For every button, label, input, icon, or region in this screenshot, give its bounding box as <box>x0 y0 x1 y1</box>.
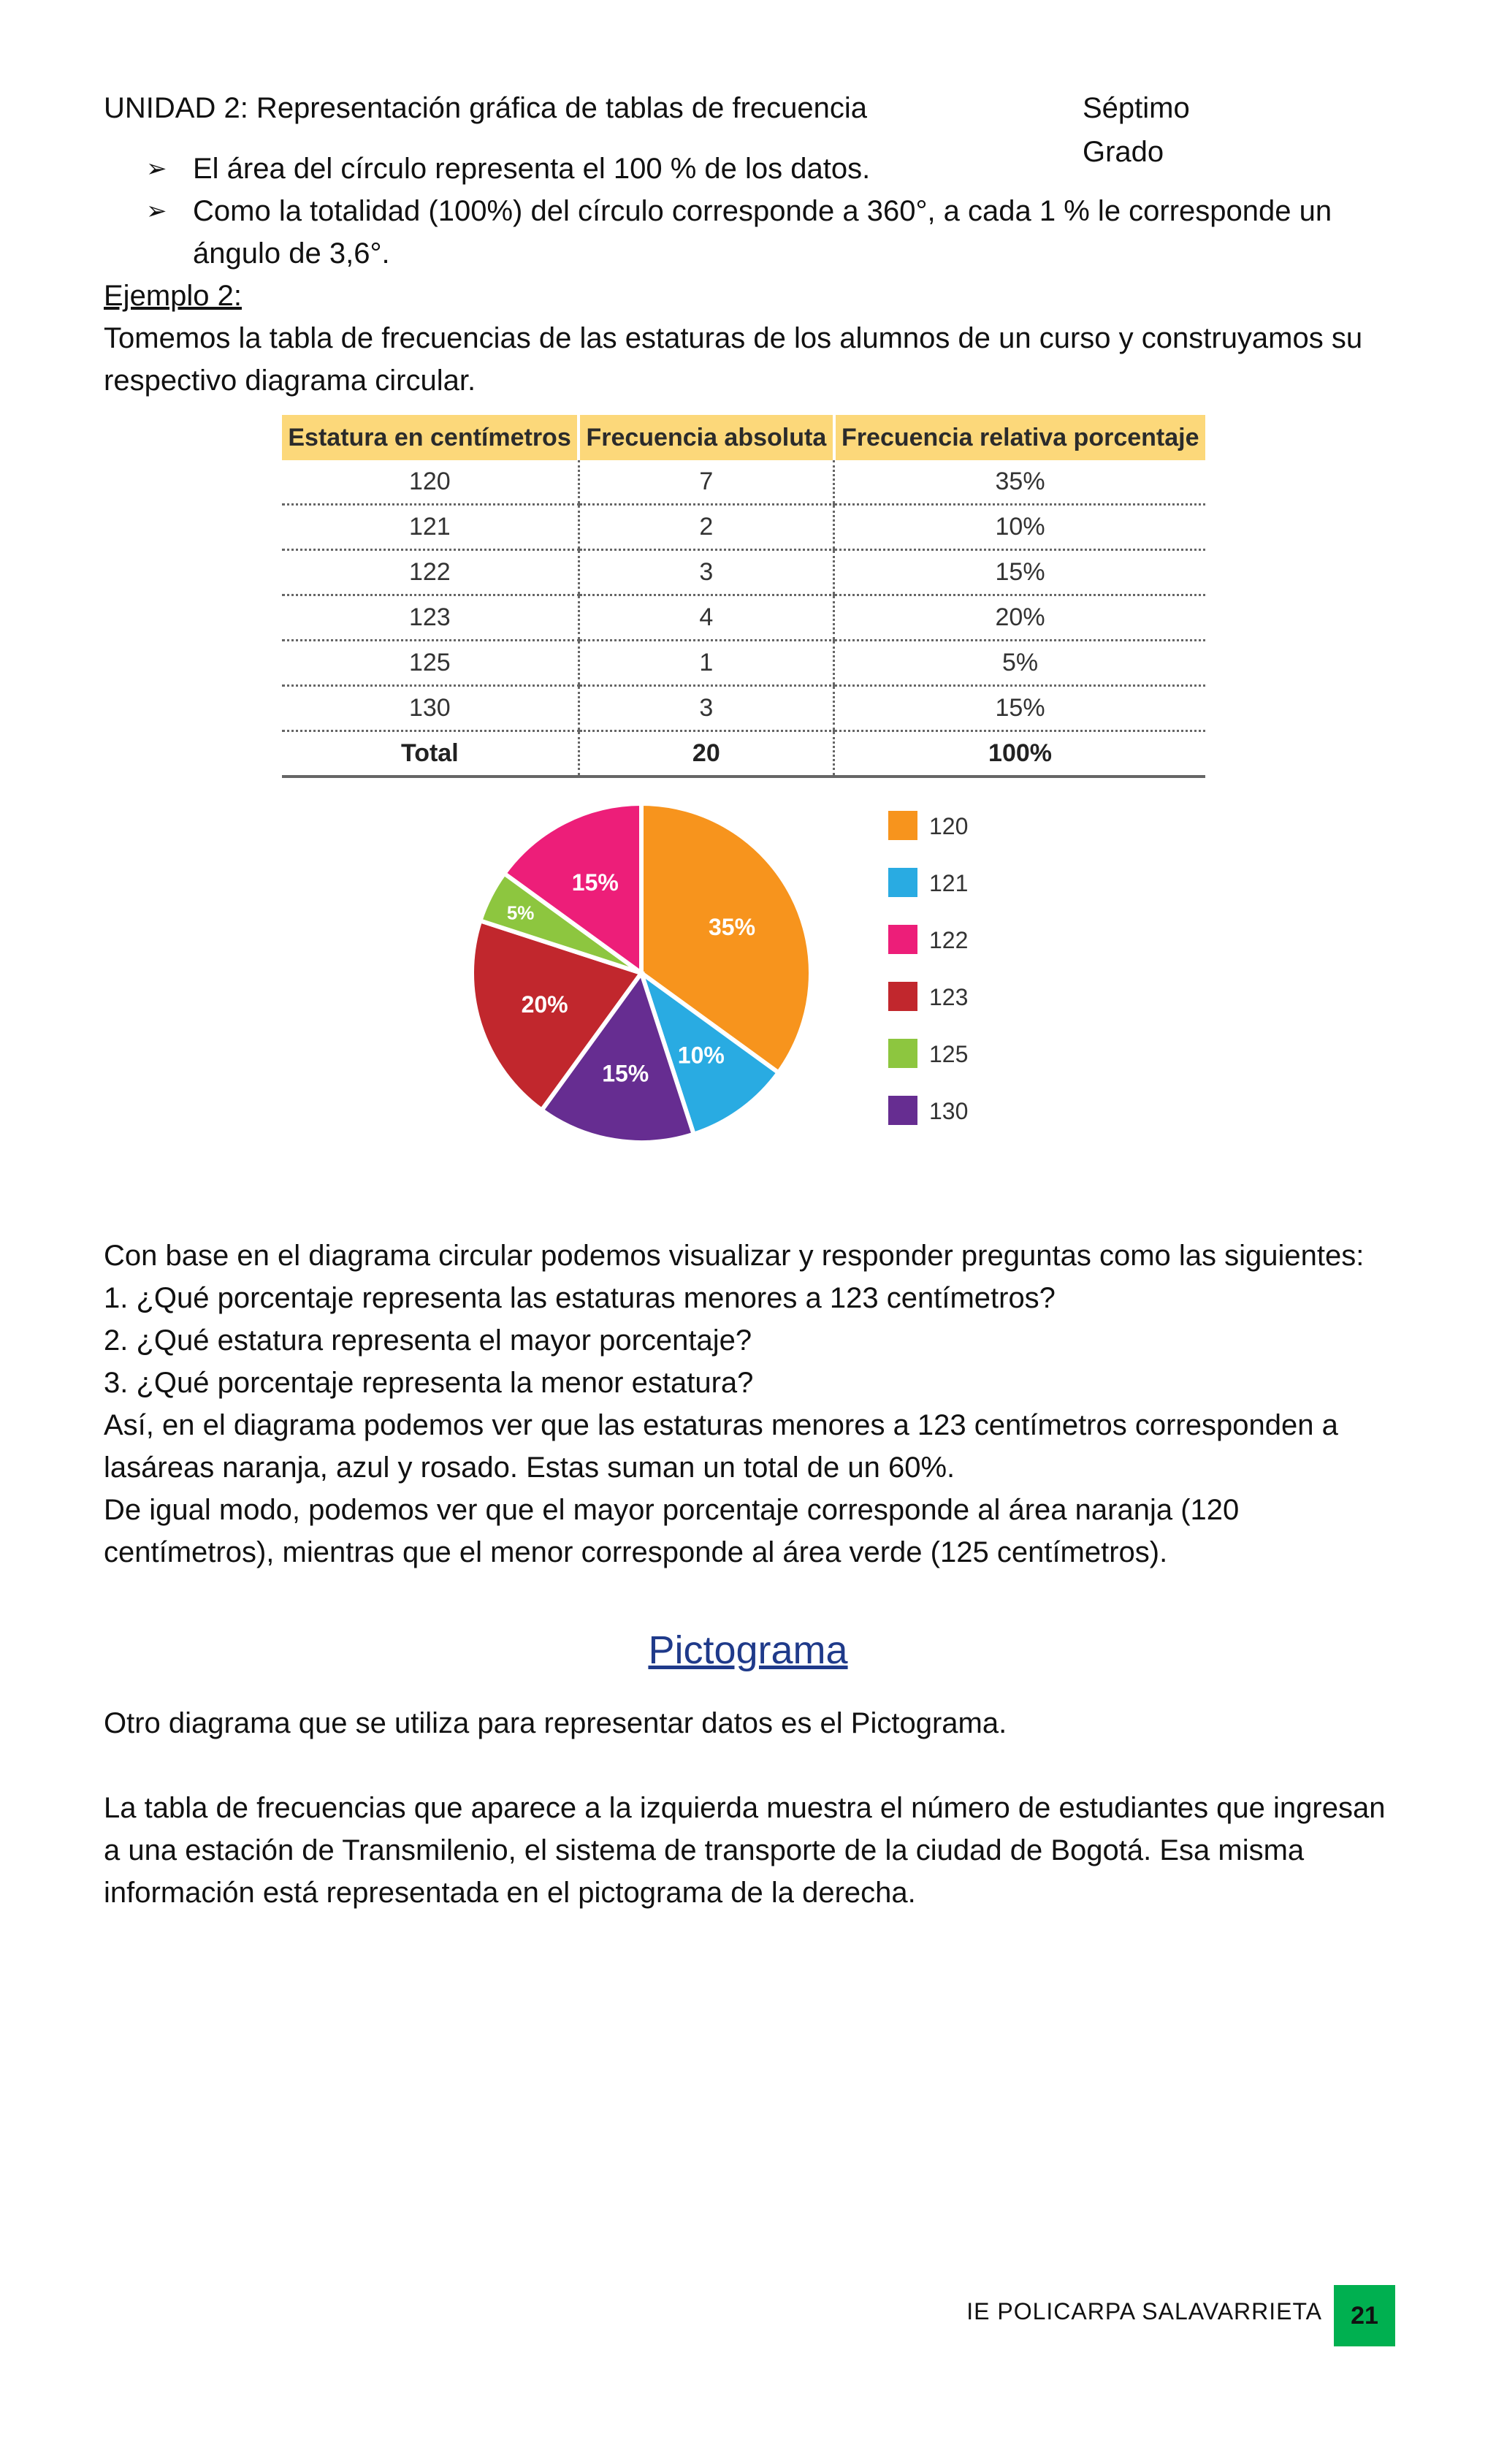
table-cell: 122 <box>282 550 579 595</box>
table-cell: 120 <box>282 460 579 505</box>
legend-label: 123 <box>929 984 969 1010</box>
example-title: Ejemplo 2: <box>104 280 242 312</box>
analysis-line: Así, en el diagrama podemos ver que las estaturas menores a 123 centímetros corresponden a lasáreas naranja, azul y rosado. Estas suman un total de un 60%. <box>104 1409 1338 1484</box>
table-row <box>282 505 1205 550</box>
table-row <box>282 550 1205 595</box>
bullet-text: Como la totalidad (100%) del círculo corresponde a 360°, a cada 1 % le corresponde un ángulo de 3,6°. <box>193 195 1332 270</box>
legend-swatch <box>888 811 917 840</box>
pie-slices <box>472 804 811 1143</box>
bullet-item <box>146 148 1388 190</box>
table-cell: 20% <box>834 595 1205 641</box>
pie-legend <box>888 811 968 1125</box>
pie-data-label: 20% <box>521 991 568 1018</box>
table-cell: 121 <box>282 505 579 550</box>
pie-chart <box>438 789 1023 1169</box>
table-header-relative: Frecuencia relativa porcentaje <box>834 415 1205 460</box>
legend-label: 120 <box>929 813 969 839</box>
table-cell: 3 <box>579 686 833 731</box>
legend-swatch <box>888 868 917 897</box>
pie-data-label: 5% <box>506 901 535 924</box>
legend-label: 130 <box>929 1098 969 1124</box>
pie-data-label: 35% <box>709 913 756 940</box>
table-cell: 2 <box>579 505 833 550</box>
legend-swatch <box>888 982 917 1011</box>
bullet-item <box>146 190 1388 275</box>
section-intro: Otro diagrama que se utiliza para representar datos es el Pictograma. <box>104 1707 1007 1739</box>
analysis-paragraph <box>104 1235 1389 1574</box>
analysis-line: De igual modo, podemos ver que el mayor porcentaje corresponde al área naranja (120 centímetros), mientras que el menor corresponde al área verde (125 centímetros). <box>104 1494 1240 1568</box>
table-cell: 3 <box>579 550 833 595</box>
question-1: 1. ¿Qué porcentaje representa las estaturas menores a 123 centímetros? <box>104 1282 1056 1314</box>
table-cell: 5% <box>834 641 1205 686</box>
table-cell: 125 <box>282 641 579 686</box>
header-unit-title: UNIDAD 2: Representación gráfica de tablas de frecuencia <box>104 92 867 124</box>
table-total-cell: 100% <box>834 731 1205 777</box>
arrow-bullet-icon: ➢ <box>146 197 167 225</box>
table-cell: 15% <box>834 550 1205 595</box>
analysis-line: Con base en el diagrama circular podemos visualizar y responder preguntas como las siguientes: <box>104 1240 1365 1272</box>
table-header-height: Estatura en centímetros <box>282 415 579 460</box>
frequency-table <box>282 415 1205 778</box>
legend-swatch <box>888 1096 917 1125</box>
table-row <box>282 641 1205 686</box>
example-intro: Tomemos la tabla de frecuencias de las estaturas de los alumnos de un curso y construyamos su respectivo diagrama circular. <box>104 322 1363 397</box>
footer-school-name: IE POLICARPA SALAVARRIETA <box>966 2298 1322 2324</box>
legend-swatch <box>888 1039 917 1068</box>
table-total-cell: Total <box>282 731 579 777</box>
legend-label: 122 <box>929 927 969 953</box>
table-cell: 1 <box>579 641 833 686</box>
table-total-row <box>282 731 1205 777</box>
page-footer <box>877 2285 1395 2343</box>
legend-label: 121 <box>929 870 969 896</box>
table-cell: 10% <box>834 505 1205 550</box>
legend-swatch <box>888 925 917 954</box>
page-header <box>104 86 1272 168</box>
pie-data-label: 15% <box>602 1060 649 1087</box>
table-row <box>282 686 1205 731</box>
pie-data-label: 10% <box>677 1042 725 1069</box>
bullet-list <box>146 148 1388 275</box>
section-title: Pictograma <box>648 1628 848 1672</box>
table-cell: 123 <box>282 595 579 641</box>
table-cell: 15% <box>834 686 1205 731</box>
table-cell: 4 <box>579 595 833 641</box>
table-cell: 7 <box>579 460 833 505</box>
table-total-cell: 20 <box>579 731 833 777</box>
table-row <box>282 460 1205 505</box>
table-cell: 35% <box>834 460 1205 505</box>
pie-data-label: 15% <box>571 869 619 896</box>
bullet-text: El área del círculo representa el 100 % de los datos. <box>193 153 871 185</box>
section-text: La tabla de frecuencias que aparece a la izquierda muestra el número de estudiantes que ingresan a una estación de Transmilenio, el sistema de transporte de la ciudad de Bogotá. Esa misma información está representada en el pictograma de la derecha. <box>104 1792 1386 1909</box>
page-number: 21 <box>1334 2285 1395 2346</box>
arrow-bullet-icon: ➢ <box>146 155 167 183</box>
question-3: 3. ¿Qué porcentaje representa la menor estatura? <box>104 1367 754 1399</box>
legend-label: 125 <box>929 1041 969 1067</box>
table-header-row <box>282 415 1205 460</box>
table-header-absolute: Frecuencia absoluta <box>579 415 833 460</box>
table-cell: 130 <box>282 686 579 731</box>
header-grade: Séptimo Grado <box>1083 92 1190 168</box>
question-2: 2. ¿Qué estatura representa el mayor porcentaje? <box>104 1324 752 1357</box>
table-row <box>282 595 1205 641</box>
